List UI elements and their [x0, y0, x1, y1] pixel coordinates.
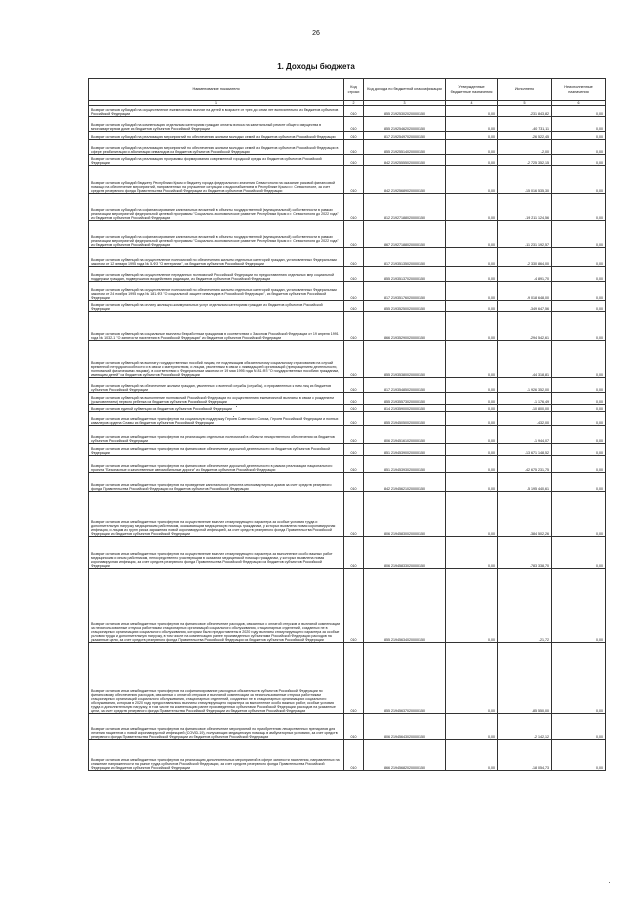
approved-amount-cell: 0,00 — [446, 537, 498, 569]
header-unexecuted: Неисполненные назначения — [552, 79, 606, 101]
line-code-cell: 010 — [344, 282, 364, 301]
line-code-cell: 010 — [344, 412, 364, 426]
unexecuted-amount-cell: 0,00 — [552, 132, 606, 140]
indicator-name-cell: Возврат остатков иных межбюджетных трансфертов на финансовое обеспечение мероприятий по приобретению лекарственных препаратов для лечения пациентов с новой коронавирусной инфекцией (COVID-19), получающих медицинскую помощь в амбулаторных условиях, за счет средств резервного фонда Правительства Российской Федерации из бюджетов субъектов Российской Федерации — [89, 714, 344, 740]
approved-amount-cell: 0,00 — [446, 412, 498, 426]
indicator-name-cell: Возврат остатков иных межбюджетных трансфертов на финансовое обеспечение дорожной деятельности в рамках реализации национального проекта "Безопасные и качественные автомобильные дороги" из бюджетов субъектов Российской Федерации — [89, 456, 344, 473]
line-code-cell: 010 — [344, 378, 364, 393]
table-row — [89, 106, 606, 117]
table-row — [89, 155, 606, 166]
table-row — [89, 473, 606, 492]
indicator-name-cell: Возврат остатков иных межбюджетных трансфертов на реализацию дополнительных мероприятий в сфере занятости населения, направленных на снижение напряженности на рынке труда субъектов Российской Федерации, за счет средств резервного фонда Правительства Российской Федерации из бюджетов субъектов Российской Федерации — [89, 740, 344, 771]
kbk-code-cell: 855 21925514020000150 — [364, 140, 446, 155]
table-row — [89, 412, 606, 426]
approved-amount-cell: 0,00 — [446, 492, 498, 537]
line-code-cell: 010 — [344, 473, 364, 492]
line-code-cell: 010 — [344, 537, 364, 569]
executed-amount-cell: -2 725 352,15 — [498, 155, 552, 166]
executed-amount-cell: -349 647,56 — [498, 301, 552, 312]
header-number: 3 — [364, 101, 446, 106]
line-code-cell: 010 — [344, 221, 364, 248]
income-table — [88, 78, 606, 771]
scan-speck — [609, 882, 610, 883]
approved-amount-cell: 0,00 — [446, 194, 498, 221]
header-number: 5 — [498, 101, 552, 106]
executed-amount-cell: -10 800,00 — [498, 405, 552, 412]
table-row — [89, 492, 606, 537]
table-row — [89, 221, 606, 248]
indicator-name-cell: Возврат остатков субвенций на социальные выплаты безработным гражданам в соответствии с Законом Российской Федерации от 19 апреля 1991 года № 1032-1 "О занятости населения в Российской Федерации" из бюджетов субъектов Российской Федерации — [89, 312, 344, 341]
executed-amount-cell: -2 330 864,00 — [498, 248, 552, 267]
line-code-cell: 010 — [344, 106, 364, 117]
indicator-name-cell: Возврат остатков субвенций на осуществление полномочий по обеспечению жильем отдельных категорий граждан, установленных Федеральным законом от 12 января 1995 года № 5-ФЗ "О ветеранах", из бюджетов субъектов Российской Федерации — [89, 248, 344, 267]
executed-amount-cell: -44 318,81 — [498, 341, 552, 378]
executed-amount-cell: -15 016 535,30 — [498, 166, 552, 194]
approved-amount-cell: 0,00 — [446, 248, 498, 267]
approved-amount-cell: 0,00 — [446, 643, 498, 714]
approved-amount-cell: 0,00 — [446, 132, 498, 140]
unexecuted-amount-cell: 0,00 — [552, 312, 606, 341]
executed-amount-cell: -5 195 440,61 — [498, 473, 552, 492]
table-row — [89, 267, 606, 282]
kbk-code-cell: 855 21945050020000150 — [364, 412, 446, 426]
approved-amount-cell: 0,00 — [446, 405, 498, 412]
line-code-cell: 010 — [344, 740, 364, 771]
indicator-name-cell: Возврат остатков субвенций на осуществление полномочий по обеспечению жильем отдельных категорий граждан, установленных Федеральным законом от 24 ноября 1995 года № 181-ФЗ "О социальной защите инвалидов в Российской Федерации", из бюджетов субъектов Российской Федерации — [89, 282, 344, 301]
line-code-cell: 010 — [344, 569, 364, 643]
unexecuted-amount-cell: 0,00 — [552, 341, 606, 378]
line-code-cell: 010 — [344, 426, 364, 444]
unexecuted-amount-cell: 0,00 — [552, 221, 606, 248]
approved-amount-cell: 0,00 — [446, 444, 498, 456]
kbk-code-cell: 855 21925462020000150 — [364, 117, 446, 132]
table-row — [89, 312, 606, 341]
executed-amount-cell: -21,72 — [498, 569, 552, 643]
table-row — [89, 378, 606, 393]
approved-amount-cell: 0,00 — [446, 378, 498, 393]
indicator-name-cell: Возврат остатков иных межбюджетных трансфертов на софинансирование расходных обязательств субъектов Российской Федерации по финансовому обеспечению расходов, связанных с оплатой отпусков и выплатой компенсации за неиспользованные отпуска работникам стационарных организаций социального обслуживания, стационарных отделений, созданных не в стационарных организациях социального обслуживания, которым в 2020 году предоставлялись выплаты стимулирующего характера за выполнение особо важных работ, особые условия труда и дополнительную нагрузку, в том числе на компенсацию ранее произведенных субъектами Российской Федерации расходов на указанные цели, за счет средств резервного фонда Правительства Российской Федерации из бюджетов субъектов Российской Федерации — [89, 643, 344, 714]
kbk-code-cell: 867 21927188020000150 — [364, 221, 446, 248]
kbk-code-cell: 851 21945393020000150 — [364, 456, 446, 473]
kbk-code-cell: 855 21935250020000150 — [364, 301, 446, 312]
unexecuted-amount-cell: 0,00 — [552, 426, 606, 444]
line-code-cell: 010 — [344, 714, 364, 740]
executed-amount-cell: -2 142,12 — [498, 714, 552, 740]
approved-amount-cell: 0,00 — [446, 740, 498, 771]
unexecuted-amount-cell: 0,00 — [552, 643, 606, 714]
approved-amount-cell: 0,00 — [446, 393, 498, 405]
line-code-cell: 010 — [344, 166, 364, 194]
header-number: 6 — [552, 101, 606, 106]
unexecuted-amount-cell: 0,00 — [552, 714, 606, 740]
table-row — [89, 248, 606, 267]
unexecuted-amount-cell: 0,00 — [552, 412, 606, 426]
header-number: 4 — [446, 101, 498, 106]
executed-amount-cell: -40 731,11 — [498, 117, 552, 132]
line-code-cell: 010 — [344, 248, 364, 267]
kbk-code-cell: 842 21945621020000150 — [364, 473, 446, 492]
line-code-cell: 010 — [344, 643, 364, 714]
approved-amount-cell: 0,00 — [446, 341, 498, 378]
unexecuted-amount-cell: 0,00 — [552, 492, 606, 537]
kbk-code-cell: 855 21945634020000150 — [364, 569, 446, 643]
kbk-code-cell: 817 21925497020000150 — [364, 132, 446, 140]
unexecuted-amount-cell: 0,00 — [552, 405, 606, 412]
indicator-name-cell: Возврат остатков субвенций на выплату государственных пособий лицам, не подлежащим обязательному социальному страхованию на случай временной нетрудоспособности и в связи с материнством, и лицам, уволенным в связи с ликвидацией организаций (прекращением деятельности, полномочий физическими лицами), в соответствии с Федеральным законом от 19 мая 1995 года N 81-ФЗ "О государственных пособиях гражданам, имеющим детей" из бюджетов субъектов Российской Федерации — [89, 341, 344, 378]
indicator-name-cell: Возврат остатков иных межбюджетных трансфертов на проведение капитального ремонта многоквартирных домов за счет средств резервного фонда Правительства Российской Федерации из бюджетов субъектов Российской Федерации — [89, 473, 344, 492]
indicator-name-cell: Возврат остатков субсидий бюджету Республики Крым и бюджету города федерального значения Севастополя на оказание разовой финансовой помощи на обеспечение мероприятий, направленных на улучшение ситуации с водоснабжением в Республике Крым и г. Севастополе, за счет средств резервного фонда Правительства Российской Федерации из бюджетов субъектов Российской Федерации — [89, 166, 344, 194]
approved-amount-cell: 0,00 — [446, 267, 498, 282]
kbk-code-cell: 812 21927188020000150 — [364, 194, 446, 221]
kbk-code-cell: 866 21935290020000150 — [364, 312, 446, 341]
header-row — [89, 79, 606, 101]
kbk-code-cell: 855 21945637020000150 — [364, 643, 446, 714]
table-row — [89, 194, 606, 221]
indicator-name-cell: Возврат остатков иных межбюджетных трансфертов на финансовое обеспечение дорожной деятельности из бюджетов субъектов Российской Федерации — [89, 444, 344, 456]
table-row — [89, 341, 606, 378]
kbk-code-cell: 806 21945161020000150 — [364, 426, 446, 444]
indicator-name-cell: Возврат остатков иных межбюджетных трансфертов на осуществление выплат стимулирующего характера за выполнение особо важных работ медицинским и иным работникам, непосредственно участвующим в оказании медицинской помощи гражданам, у которых выявлена новая коронавирусная инфекция, за счет средств резервного фонда Правительства Российской Федерации из бюджетов субъектов Российской Федерации — [89, 537, 344, 569]
executed-amount-cell: -1 926 352,00 — [498, 378, 552, 393]
indicator-name-cell: Возврат остатков субвенций на обеспечение жильем граждан, уволенных с военной службы (службы), и приравненных к ним лиц из бюджетов субъектов Российской Федерации — [89, 378, 344, 393]
table-row — [89, 301, 606, 312]
table-row — [89, 166, 606, 194]
header-approved: Утвержденные бюджетные назначения — [446, 79, 498, 101]
header-number: 2 — [344, 101, 364, 106]
approved-amount-cell: 0,00 — [446, 221, 498, 248]
approved-amount-cell: 0,00 — [446, 301, 498, 312]
table-row — [89, 740, 606, 771]
table-row — [89, 282, 606, 301]
indicator-name-cell: Возврат остатков единой субвенции из бюджетов субъектов Российской Федерации — [89, 405, 344, 412]
unexecuted-amount-cell: 0,00 — [552, 282, 606, 301]
table-row — [89, 569, 606, 643]
unexecuted-amount-cell: 0,00 — [552, 393, 606, 405]
kbk-code-cell: 817 21935135020000150 — [364, 248, 446, 267]
approved-amount-cell: 0,00 — [446, 106, 498, 117]
header-executed: Исполнено — [498, 79, 552, 101]
executed-amount-cell: -18 054,73 — [498, 740, 552, 771]
kbk-code-cell: 817 21935485020000150 — [364, 378, 446, 393]
kbk-code-cell: 851 21945390020000150 — [364, 444, 446, 456]
executed-amount-cell: -19 211 124,56 — [498, 194, 552, 221]
executed-amount-cell: -9 018 648,00 — [498, 282, 552, 301]
kbk-code-cell: 842 21925555020000150 — [364, 155, 446, 166]
unexecuted-amount-cell: 0,00 — [552, 301, 606, 312]
executed-amount-cell: -1 176,49 — [498, 393, 552, 405]
approved-amount-cell: 0,00 — [446, 456, 498, 473]
indicator-name-cell: Возврат остатков иных межбюджетных трансфертов на осуществление выплат стимулирующего характера за особые условия труда и дополнительную нагрузку медицинским работникам, оказывающим медицинскую помощь гражданам, у которых выявлена новая коронавирусная инфекция, и лицам из групп риска заражения новой коронавирусной инфекцией, за счет средств резервного фонда Правительства Российской Федерации из бюджетов субъектов Российской Федерации — [89, 492, 344, 537]
unexecuted-amount-cell: 0,00 — [552, 194, 606, 221]
indicator-name-cell: Возврат остатков субвенций на оплату жилищно-коммунальных услуг отдельным категориям граждан из бюджетов субъектов Российской Федерации — [89, 301, 344, 312]
indicator-name-cell: Возврат остатков субсидий на реализацию программы формирования современной городской среды из бюджетов субъектов Российской Федерации — [89, 155, 344, 166]
kbk-code-cell: 855 21935137020000150 — [364, 267, 446, 282]
table-row — [89, 537, 606, 569]
indicator-name-cell: Возврат остатков субсидий на осуществление ежемесячных выплат на детей в возрасте от трех до семи лет включительно из бюджетов субъектов Российской Федерации — [89, 106, 344, 117]
table-row — [89, 426, 606, 444]
indicator-name-cell: Возврат остатков иных межбюджетных трансфертов на социальную поддержку Героев Советского Союза, Героев Российской Федерации и полных кавалеров ордена Славы из бюджетов субъектов Российской Федерации — [89, 412, 344, 426]
kbk-code-cell: 814 21935900020000150 — [364, 405, 446, 412]
kbk-code-cell: 855 21935573020000150 — [364, 393, 446, 405]
unexecuted-amount-cell: 0,00 — [552, 248, 606, 267]
approved-amount-cell: 0,00 — [446, 714, 498, 740]
unexecuted-amount-cell: 0,00 — [552, 166, 606, 194]
line-code-cell: 010 — [344, 267, 364, 282]
table-row — [89, 117, 606, 132]
header-number: 1 — [89, 101, 344, 106]
table-row — [89, 714, 606, 740]
executed-amount-cell: -432,00 — [498, 412, 552, 426]
unexecuted-amount-cell: 0,00 — [552, 537, 606, 569]
executed-amount-cell: -294 542,61 — [498, 312, 552, 341]
indicator-name-cell: Возврат остатков субсидий на софинансирование капитальных вложений в объекты государственной (муниципальной) собственности в рамках реализации мероприятий федеральной целевой программы "Социально-экономическое развитие Республики Крым и г. Севастополя до 2022 года" из бюджетов субъектов Российской Федерации — [89, 194, 344, 221]
executed-amount-cell: -85 550,00 — [498, 643, 552, 714]
unexecuted-amount-cell: 0,00 — [552, 140, 606, 155]
kbk-code-cell: 855 21935380020000150 — [364, 341, 446, 378]
page-number: 26 — [312, 30, 320, 37]
executed-amount-cell: -11 231 192,57 — [498, 221, 552, 248]
line-code-cell: 010 — [344, 117, 364, 132]
unexecuted-amount-cell: 0,00 — [552, 117, 606, 132]
kbk-code-cell: 806 21945643020000150 — [364, 714, 446, 740]
unexecuted-amount-cell: 0,00 — [552, 444, 606, 456]
approved-amount-cell: 0,00 — [446, 166, 498, 194]
line-code-cell: 010 — [344, 155, 364, 166]
indicator-name-cell: Возврат остатков иных межбюджетных трансфертов на реализацию отдельных полномочий в области лекарственного обеспечения из бюджетов субъектов Российской Федерации — [89, 426, 344, 444]
header-line-code: Код строки — [344, 79, 364, 101]
line-code-cell: 010 — [344, 132, 364, 140]
header-kbk: Код дохода по бюджетной классификации — [364, 79, 446, 101]
approved-amount-cell: 0,00 — [446, 426, 498, 444]
executed-amount-cell: -26 522,45 — [498, 132, 552, 140]
indicator-name-cell: Возврат остатков субсидий на компенсацию отдельным категориям граждан оплаты взноса на капитальный ремонт общего имущества в многоквартирном доме из бюджетов субъектов Российской Федерации — [89, 117, 344, 132]
table-row — [89, 140, 606, 155]
approved-amount-cell: 0,00 — [446, 473, 498, 492]
executed-amount-cell: -384 502,26 — [498, 492, 552, 537]
unexecuted-amount-cell: 0,00 — [552, 740, 606, 771]
approved-amount-cell: 0,00 — [446, 282, 498, 301]
kbk-code-cell: 855 21925302020000150 — [364, 106, 446, 117]
table-row — [89, 393, 606, 405]
line-code-cell: 010 — [344, 194, 364, 221]
table-row — [89, 132, 606, 140]
approved-amount-cell: 0,00 — [446, 312, 498, 341]
approved-amount-cell: 0,00 — [446, 155, 498, 166]
unexecuted-amount-cell: 0,00 — [552, 155, 606, 166]
executed-amount-cell: -231 843,82 — [498, 106, 552, 117]
kbk-code-cell: 866 21945682020000150 — [364, 740, 446, 771]
table-row — [89, 405, 606, 412]
section-title: 1. Доходы бюджета — [277, 62, 355, 71]
executed-amount-cell: -4 891,70 — [498, 267, 552, 282]
kbk-code-cell: 842 21925689020000150 — [364, 166, 446, 194]
unexecuted-amount-cell: 0,00 — [552, 473, 606, 492]
indicator-name-cell: Возврат остатков субсидий на софинансирование капитальных вложений в объекты государственной (муниципальной) собственности в рамках реализации мероприятий федеральной целевой программы "Социально-экономическое развитие Республики Крым и г. Севастополя до 2022 года" из бюджетов субъектов Российской Федерации — [89, 221, 344, 248]
table-row — [89, 643, 606, 714]
line-code-cell: 010 — [344, 341, 364, 378]
line-code-cell: 010 — [344, 393, 364, 405]
indicator-name-cell: Возврат остатков субсидий на реализацию мероприятий по обеспечению жильем молодых семей из бюджетов субъектов Российской Федерации в сфере реабилитации и абилитации инвалидов из бюджетов субъектов Российской Федерации — [89, 140, 344, 155]
unexecuted-amount-cell: 0,00 — [552, 106, 606, 117]
indicator-name-cell: Возврат остатков субвенций на выполнение полномочий Российской Федерации по осуществлению ежемесячной выплаты в связи с рождением (усыновлением) первого ребенка из бюджетов субъектов Российской Федерации — [89, 393, 344, 405]
line-code-cell: 010 — [344, 444, 364, 456]
approved-amount-cell: 0,00 — [446, 117, 498, 132]
line-code-cell: 010 — [344, 301, 364, 312]
executed-amount-cell: -783 338,70 — [498, 537, 552, 569]
line-code-cell: 010 — [344, 456, 364, 473]
indicator-name-cell: Возврат остатков иных межбюджетных трансфертов на финансовое обеспечение расходов, связанных с оплатой отпусков и выплатой компенсации за неиспользованные отпуска работникам стационарных организаций социального обслуживания, стационарных отделений, созданных не в стационарных организациях социального обслуживания, которым были предоставлены в 2020 году выплаты стимулирующего характера за особые условия труда и дополнительную нагрузку, в том числе на компенсацию ранее произведенных субъектами Российской Федерации расходов на указанные цели, за счет средств резервного фонда Правительства Российской Федерации из бюджетов субъектов Российской Федерации — [89, 569, 344, 643]
approved-amount-cell: 0,00 — [446, 569, 498, 643]
line-code-cell: 010 — [344, 312, 364, 341]
executed-amount-cell: -13 671 148,52 — [498, 444, 552, 456]
line-code-cell: 010 — [344, 492, 364, 537]
unexecuted-amount-cell: 0,00 — [552, 569, 606, 643]
table-row — [89, 444, 606, 456]
indicator-name-cell: Возврат остатков субсидий на реализацию мероприятий по обеспечению жильем молодых семей из бюджетов субъектов Российской Федерации — [89, 132, 344, 140]
kbk-code-cell: 806 21945833020000150 — [364, 537, 446, 569]
line-code-cell: 010 — [344, 405, 364, 412]
kbk-code-cell: 806 21945830020000150 — [364, 492, 446, 537]
executed-amount-cell: -1 944,07 — [498, 426, 552, 444]
table-row — [89, 456, 606, 473]
kbk-code-cell: 817 21935176020000150 — [364, 282, 446, 301]
line-code-cell: 010 — [344, 140, 364, 155]
header-name: Наименование показателя — [89, 79, 344, 101]
unexecuted-amount-cell: 0,00 — [552, 378, 606, 393]
approved-amount-cell: 0,00 — [446, 140, 498, 155]
unexecuted-amount-cell: 0,00 — [552, 267, 606, 282]
unexecuted-amount-cell: 0,00 — [552, 456, 606, 473]
executed-amount-cell: -42 675 231,75 — [498, 456, 552, 473]
indicator-name-cell: Возврат остатков субвенций на осуществление переданных полномочий Российской Федерации по предоставлению отдельных мер социальной поддержки граждан, подвергшихся воздействию радиации, из бюджетов субъектов Российской Федерации — [89, 267, 344, 282]
executed-amount-cell: -2,00 — [498, 140, 552, 155]
